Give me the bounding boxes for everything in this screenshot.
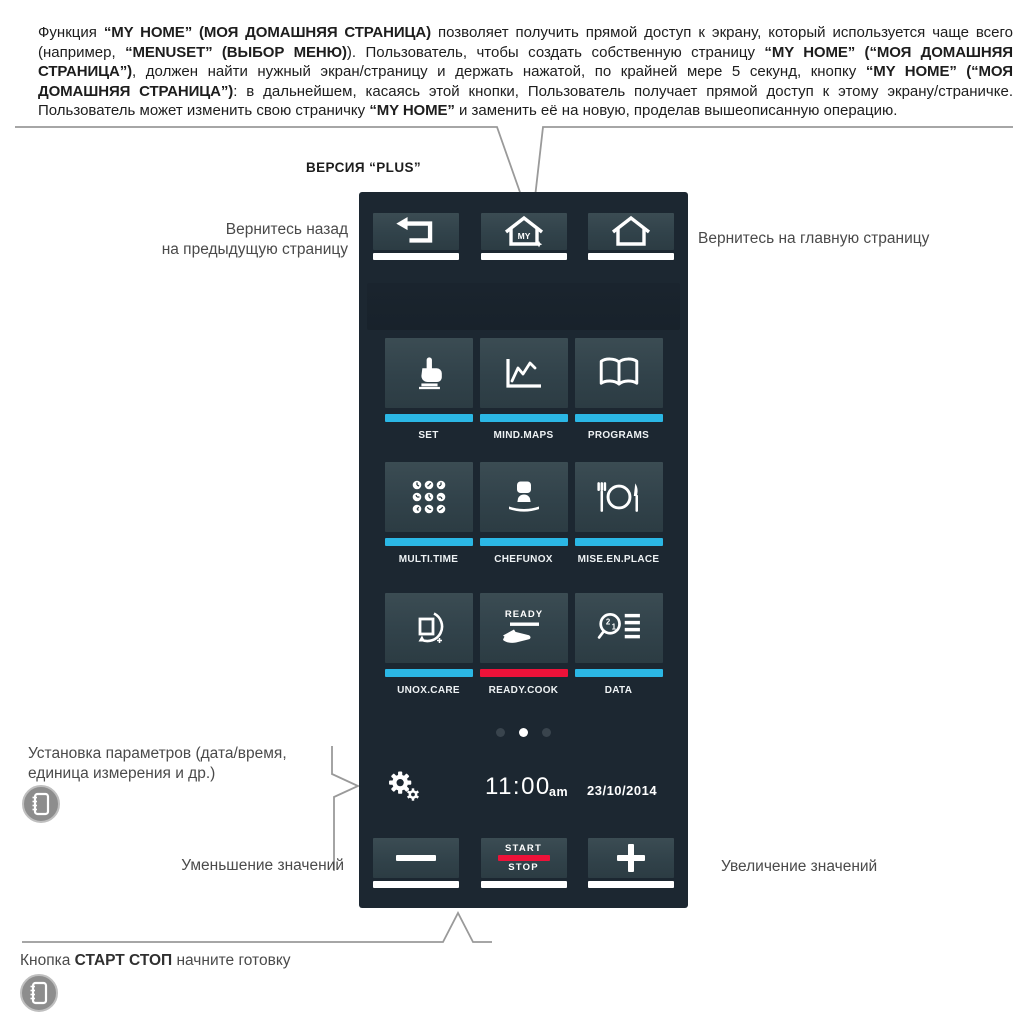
ready-cook-icon — [497, 607, 551, 649]
minus-underline — [373, 881, 459, 888]
my-home-icon — [502, 215, 546, 249]
tile-ready-cook-bar — [480, 669, 568, 677]
page-dot[interactable] — [496, 728, 505, 737]
intro-paragraph: Функция “MY HOME” (МОЯ ДОМАШНЯЯ СТРАНИЦА) позволяет получить прямой доступ к экрану, который используется чаще всего (например, “MENUSET” (ВЫБОР МЕНЮ)). Пользователь, чтобы создать собственную страницу “MY HOME” (“МОЯ ДОМАШНЯЯ СТРАНИЦА”), должен найти нужный экран/страницу и держать нажатой, по крайней мере 5 секунд, кнопку “MY HOME” (“МОЯ ДОМАШНЯЯ СТРАНИЦА”): в дальнейшем, касаясь этой кнопки, Пользователь получает прямой доступ к этому экрану/страничке. Пользователь может изменить свою страничку “MY HOME” и заменить её на новую, проделав вышеописанную операцию. — [38, 24, 1013, 119]
minus-icon — [396, 855, 436, 861]
plus-icon — [617, 844, 645, 872]
annotation-settings-line1: Установка параметров (дата/время, — [28, 745, 287, 762]
back-button[interactable] — [373, 213, 459, 260]
page-dot[interactable] — [542, 728, 551, 737]
tile-ready-cook-label: READY.COOK — [488, 685, 559, 696]
tile-programs-bar — [575, 414, 663, 422]
unox-care-icon — [409, 610, 449, 646]
callout-bottom-line — [22, 913, 492, 942]
tile-programs-label: PROGRAMS — [587, 430, 650, 441]
programs-icon — [596, 356, 642, 390]
tile-unox-care[interactable] — [385, 593, 473, 696]
tile-data[interactable] — [575, 593, 663, 696]
booklet-icon — [19, 973, 59, 1013]
tile-unox-care-bar — [385, 669, 473, 677]
controls-row — [373, 838, 674, 888]
start-stop-button[interactable] — [481, 838, 567, 888]
set-icon — [410, 355, 448, 391]
data-icon — [596, 610, 642, 646]
tile-mind-maps[interactable] — [480, 338, 568, 441]
tile-unox-care-label: UNOX.CARE — [397, 685, 460, 696]
svg-text:READY: READY — [504, 609, 543, 620]
version-label: ВЕРСИЯ “PLUS” — [306, 160, 422, 175]
tile-row-2 — [359, 462, 688, 565]
page-indicator — [359, 728, 688, 737]
settings-gear-icon[interactable] — [384, 769, 422, 802]
multi-time-icon — [408, 478, 450, 516]
stop-label: STOP — [508, 862, 539, 873]
back-underline — [373, 253, 459, 260]
plus-underline — [588, 881, 674, 888]
start-stop-red-bar — [498, 855, 550, 861]
callout-settings-line — [332, 746, 358, 871]
annotation-increase: Увеличение значений — [721, 858, 878, 875]
start-stop-underline — [481, 881, 567, 888]
chefunox-icon — [502, 479, 546, 515]
tile-set[interactable] — [385, 338, 473, 441]
tile-data-bar — [575, 669, 663, 677]
start-label: START — [505, 842, 542, 854]
tile-mise-en-place[interactable] — [575, 462, 663, 565]
mind-maps-icon — [501, 355, 547, 391]
page-dot[interactable] — [519, 728, 528, 737]
tile-mind-maps-bar — [480, 414, 568, 422]
annotation-settings — [28, 744, 287, 783]
tile-multi-time[interactable] — [385, 462, 473, 565]
tile-chefunox[interactable] — [480, 462, 568, 565]
tile-chefunox-label: CHEFUNOX — [494, 554, 553, 565]
tile-set-bar — [385, 414, 473, 422]
svg-text:2: 2 — [605, 617, 610, 627]
booklet-icon — [21, 784, 61, 824]
annotation-settings-line2: единица измерения и др.) — [28, 764, 216, 782]
faint-header-band — [367, 283, 680, 330]
mise-en-place-icon — [595, 479, 643, 515]
home-button[interactable] — [588, 213, 674, 260]
tile-data-label: DATA — [604, 685, 633, 696]
nav-row — [373, 213, 674, 260]
tile-mise-en-place-label: MISE.EN.PLACE — [577, 554, 660, 565]
clock-meridiem: am — [549, 785, 569, 799]
tile-multi-time-label: MULTI.TIME — [398, 554, 459, 565]
svg-text:MY: MY — [517, 230, 530, 241]
svg-text:1: 1 — [611, 622, 616, 632]
my-home-button[interactable] — [481, 213, 567, 260]
tile-mind-maps-label: MIND.MAPS — [493, 430, 554, 441]
home-underline — [588, 253, 674, 260]
tile-row-1 — [359, 338, 688, 441]
tile-set-label: SET — [418, 430, 439, 441]
tile-multi-time-bar — [385, 538, 473, 546]
annotation-start-stop: Кнопка СТАРТ СТОП начните готовку — [20, 952, 291, 969]
oven-touch-panel — [359, 192, 688, 908]
date-display: 23/10/2014 — [587, 783, 658, 798]
my-home-underline — [481, 253, 567, 260]
tile-programs[interactable] — [575, 338, 663, 441]
clock-time: 11:00 — [485, 773, 551, 800]
annotation-home: Вернитесь на главную страницу — [698, 230, 930, 247]
back-icon — [395, 217, 437, 247]
home-icon — [609, 215, 653, 249]
tile-chefunox-bar — [480, 538, 568, 546]
minus-button[interactable] — [373, 838, 459, 888]
annotation-back-line1: Вернитесь назад — [225, 221, 348, 238]
tile-row-3 — [359, 593, 688, 696]
plus-button[interactable] — [588, 838, 674, 888]
annotation-back-line2: на предыдущую страницу — [161, 240, 348, 258]
tile-ready-cook[interactable] — [480, 593, 568, 696]
annotation-back — [48, 220, 348, 259]
tile-mise-en-place-bar — [575, 538, 663, 546]
annotation-decrease: Уменьшение значений — [181, 857, 344, 874]
